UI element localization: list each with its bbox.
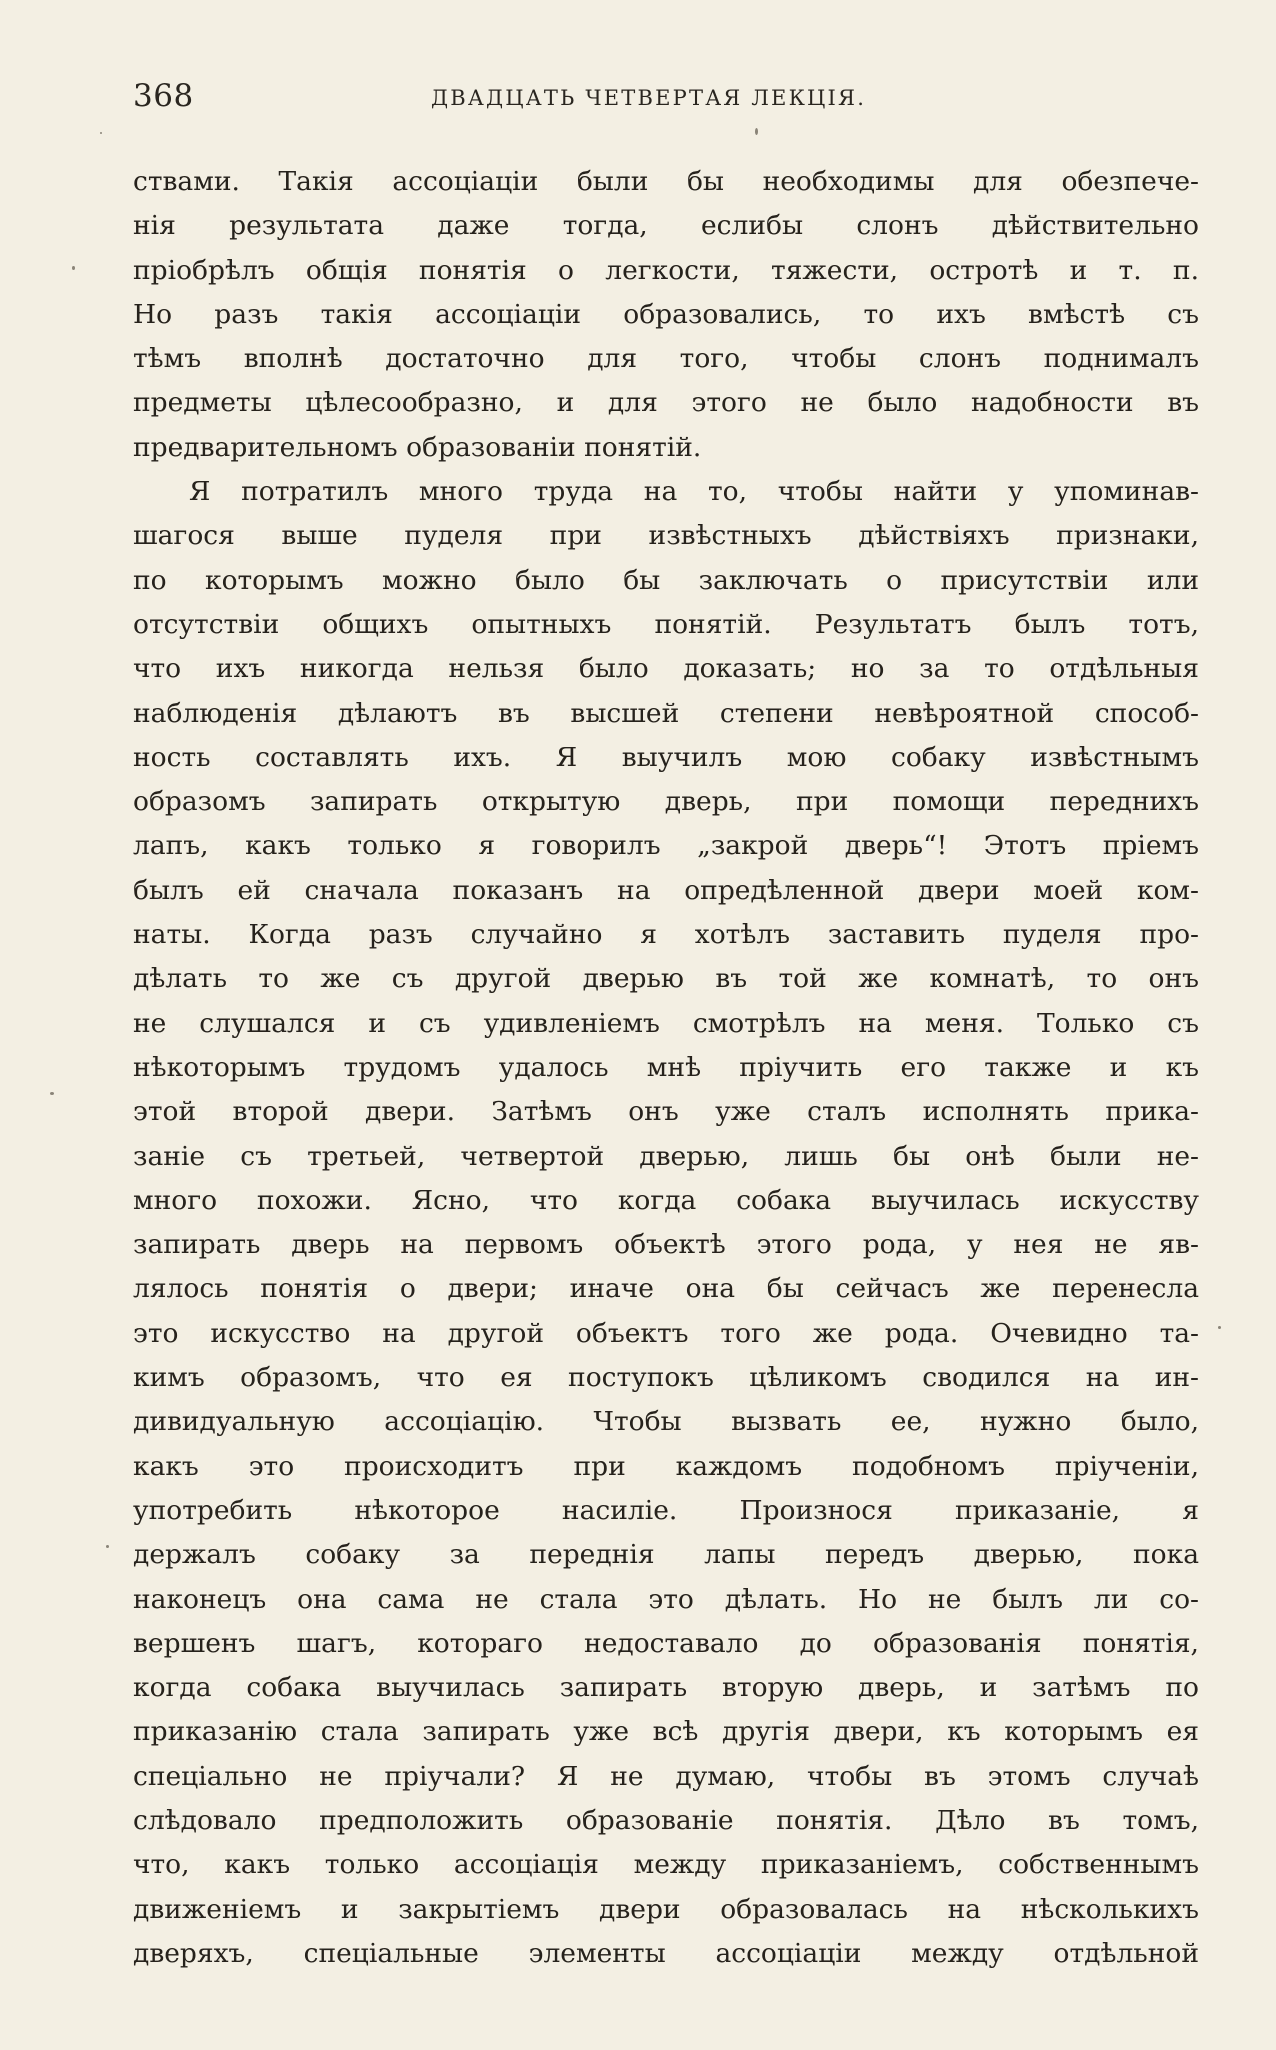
page-number: 368 xyxy=(133,78,194,114)
text-line: спеціально не пріучали? Я не думаю, чтобы въ этомъ случаѣ xyxy=(133,1760,1199,1792)
text-line: запирать дверь на первомъ объектѣ этого рода, у нея не яв- xyxy=(133,1229,1199,1261)
text-line: кимъ образомъ, что ея поступокъ цѣликомъ сводился на ин- xyxy=(133,1362,1199,1394)
text-line: лялось понятія о двери; иначе она бы сейчасъ же перенесла xyxy=(133,1273,1199,1305)
text-line: предметы цѣлесообразно, и для этого не было надобности въ xyxy=(133,387,1199,419)
text-line: движеніемъ и закрытіемъ двери образовалась на нѣсколькихъ xyxy=(133,1893,1199,1925)
text-line: нія результата даже тогда, еслибы слонъ дѣйствительно xyxy=(133,210,1199,242)
text-line: что ихъ никогда нельзя было доказать; но за то отдѣльныя xyxy=(133,653,1199,685)
text-line: ность составлять ихъ. Я выучилъ мою собаку извѣстнымъ xyxy=(133,741,1199,773)
text-line: по которымъ можно было бы заключать о присутствіи или xyxy=(133,564,1199,596)
text-line: это искусство на другой объектъ того же рода. Очевидно та- xyxy=(133,1317,1199,1349)
text-line: держалъ собаку за переднія лапы передъ дверью, пока xyxy=(133,1539,1199,1571)
text-line: лапъ, какъ только я говорилъ „закрой дверь“! Этотъ пріемъ xyxy=(133,830,1199,862)
paper-speck xyxy=(106,1545,109,1548)
text-line: дверяхъ, спеціальные элементы ассоціаціи между отдѣльной xyxy=(133,1937,1199,1969)
text-line: тѣмъ вполнѣ достаточно для того, чтобы слонъ поднималъ xyxy=(133,343,1199,375)
text-line: наконецъ она сама не стала это дѣлать. Но не былъ ли со- xyxy=(133,1583,1199,1615)
text-line: предварительномъ образованіи понятій. xyxy=(133,431,702,463)
paper-speck xyxy=(72,266,75,270)
text-line: заніе съ третьей, четвертой дверью, лишь бы онѣ были не- xyxy=(133,1140,1199,1172)
text-line: приказанію стала запирать уже всѣ другія двери, къ которымъ ея xyxy=(133,1716,1199,1748)
text-line: дѣлать то же съ другой дверью въ той же комнатѣ, то онъ xyxy=(133,963,1199,995)
text-line: Я потратилъ много труда на то, чтобы найти у упоминав- xyxy=(189,476,1199,508)
paper-speck xyxy=(755,128,758,135)
paper-speck xyxy=(50,1092,54,1095)
paper-speck xyxy=(1218,1326,1221,1329)
text-line: не слушался и съ удивленіемъ смотрѣлъ на меня. Только съ xyxy=(133,1007,1199,1039)
text-line: наты. Когда разъ случайно я хотѣлъ заставить пуделя про- xyxy=(133,919,1199,951)
text-line: нѣкоторымъ трудомъ удалось мнѣ пріучить его также и къ xyxy=(133,1051,1199,1083)
text-line: былъ ей сначала показанъ на опредѣленной двери моей ком- xyxy=(133,874,1199,906)
text-line: много похожи. Ясно, что когда собака выучилась искусству xyxy=(133,1184,1199,1216)
text-line: ствами. Такія ассоціаціи были бы необходимы для обезпече- xyxy=(133,166,1199,197)
text-line: отсутствіи общихъ опытныхъ понятій. Результатъ былъ тотъ, xyxy=(133,608,1199,640)
text-line: этой второй двери. Затѣмъ онъ уже сталъ исполнять прика- xyxy=(133,1096,1199,1128)
text-line: образомъ запирать открытую дверь, при помощи переднихъ xyxy=(133,786,1199,818)
paper-speck xyxy=(100,132,102,134)
text-line: что, какъ только ассоціація между приказаніемъ, собственнымъ xyxy=(133,1849,1199,1881)
running-head xyxy=(133,78,1199,118)
text-line: Но разъ такія ассоціаціи образовались, то ихъ вмѣстѣ съ xyxy=(133,298,1199,330)
running-title: ДВАДЦАТЬ ЧЕТВЕРТАЯ ЛЕКЦІЯ. xyxy=(431,86,867,110)
text-line: употребить нѣкоторое насиліе. Произнося приказаніе, я xyxy=(133,1494,1199,1526)
text-line: пріобрѣлъ общія понятія о легкости, тяжести, остротѣ и т. п. xyxy=(133,254,1199,286)
body-text xyxy=(133,160,1199,1976)
text-line: шагося выше пуделя при извѣстныхъ дѣйствіяхъ признаки, xyxy=(133,520,1199,552)
text-line: вершенъ шагъ, котораго недоставало до образованія понятія, xyxy=(133,1627,1199,1659)
text-line: когда собака выучилась запирать вторую дверь, и затѣмъ по xyxy=(133,1672,1199,1704)
text-line: слѣдовало предположить образованіе понятія. Дѣло въ томъ, xyxy=(133,1804,1199,1836)
text-line: наблюденія дѣлаютъ въ высшей степени невѣроятной способ- xyxy=(133,697,1199,729)
text-line: какъ это происходитъ при каждомъ подобномъ пріученіи, xyxy=(133,1450,1199,1482)
text-line: дивидуальную ассоціацію. Чтобы вызвать ее, нужно было, xyxy=(133,1406,1199,1438)
